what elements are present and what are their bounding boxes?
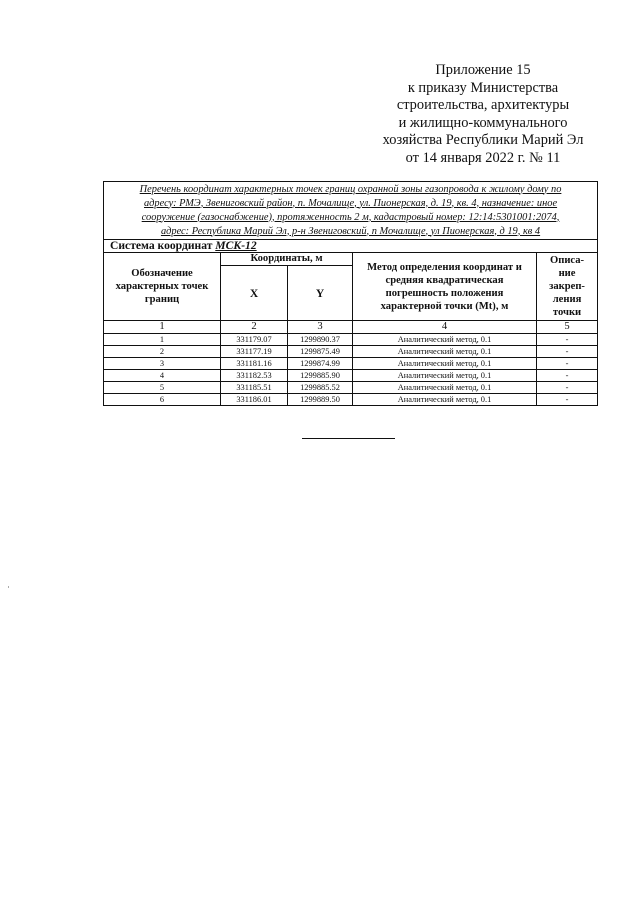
cell-x: 331179.07 bbox=[221, 334, 288, 346]
header-line-ministry: строительства, архитектуры bbox=[396, 97, 570, 114]
cell-x: 331185.51 bbox=[221, 382, 288, 394]
description-line-4: адрес: Республика Марий Эл, р-н Звениговский, п Мочалище, ул Пионерская, д 19, кв 4 bbox=[160, 225, 541, 237]
cell-method: Аналитический метод, 0.1 bbox=[353, 334, 537, 346]
cell-point: 4 bbox=[104, 370, 221, 382]
cell-fixing: - bbox=[537, 346, 598, 358]
cell-y: 1299890.37 bbox=[288, 334, 353, 346]
header-fixing-line-1: Описа- bbox=[549, 255, 585, 266]
cell-fixing: - bbox=[537, 358, 598, 370]
column-number-row bbox=[104, 321, 598, 334]
header-designation-line-1: Обозначение bbox=[131, 268, 193, 279]
cell-x: 331177.19 bbox=[221, 346, 288, 358]
cell-fixing: - bbox=[537, 394, 598, 406]
header-fixing-line-4: ления bbox=[552, 294, 582, 305]
coordinate-system-label: Система координат bbox=[110, 239, 213, 252]
cell-point: 2 bbox=[104, 346, 221, 358]
cell-y: 1299889.50 bbox=[288, 394, 353, 406]
header-fixing-line-5: точки bbox=[552, 307, 582, 318]
column-number: 5 bbox=[537, 321, 598, 334]
coordinates-table bbox=[103, 181, 598, 406]
header-fixing bbox=[537, 253, 598, 321]
table-row bbox=[104, 334, 598, 346]
cell-method: Аналитический метод, 0.1 bbox=[353, 346, 537, 358]
table-row bbox=[104, 394, 598, 406]
coordinate-system bbox=[104, 240, 598, 253]
cell-y: 1299885.52 bbox=[288, 382, 353, 394]
header-line-republic: хозяйства Республики Марий Эл bbox=[382, 132, 584, 149]
column-number: 2 bbox=[221, 321, 288, 334]
header-line-appendix: Приложение 15 bbox=[435, 62, 531, 78]
description-line-3: сооружение (газоснабжение), протяженность 2 м, кадастровый номер: 12:14:5301001:2074, bbox=[141, 211, 560, 223]
cell-y: 1299874.99 bbox=[288, 358, 353, 370]
header-coordinates: Координаты, м bbox=[221, 253, 353, 266]
column-number: 1 bbox=[104, 321, 221, 334]
column-number: 3 bbox=[288, 321, 353, 334]
cell-method: Аналитический метод, 0.1 bbox=[353, 394, 537, 406]
cell-x: 331181.16 bbox=[221, 358, 288, 370]
header-line-housing: и жилищно-коммунального bbox=[398, 114, 568, 131]
header-fixing-line-3: закреп- bbox=[549, 281, 585, 292]
appendix-header bbox=[352, 62, 614, 168]
scan-mark bbox=[8, 586, 9, 588]
header-designation-line-3: границ bbox=[144, 294, 180, 305]
header-fixing-line-2: ние bbox=[558, 268, 576, 279]
cell-fixing: - bbox=[537, 334, 598, 346]
header-line-date: от 14 января 2022 г. № 11 bbox=[405, 149, 561, 166]
coordinate-system-value: МСК-12 bbox=[215, 239, 257, 252]
cell-fixing: - bbox=[537, 382, 598, 394]
cell-point: 1 bbox=[104, 334, 221, 346]
cell-method: Аналитический метод, 0.1 bbox=[353, 358, 537, 370]
header-designation bbox=[104, 253, 221, 321]
header-x: X bbox=[221, 266, 288, 321]
description-line-1: Перечень координат характерных точек границ охранной зоны газопровода к жилому дому по bbox=[139, 183, 562, 195]
header-y: Y bbox=[288, 266, 353, 321]
cell-point: 6 bbox=[104, 394, 221, 406]
header-line-order: к приказу Министерства bbox=[407, 79, 559, 96]
header-method bbox=[353, 253, 537, 321]
cell-x: 331186.01 bbox=[221, 394, 288, 406]
column-number: 4 bbox=[353, 321, 537, 334]
table-row bbox=[104, 382, 598, 394]
table-row bbox=[104, 370, 598, 382]
cell-x: 331182.53 bbox=[221, 370, 288, 382]
table-description bbox=[104, 182, 598, 240]
cell-y: 1299885.90 bbox=[288, 370, 353, 382]
table-row bbox=[104, 358, 598, 370]
header-method-line-1: Метод определения координат и bbox=[367, 261, 522, 273]
cell-method: Аналитический метод, 0.1 bbox=[353, 382, 537, 394]
cell-y: 1299875.49 bbox=[288, 346, 353, 358]
header-method-line-3: погрешность положения bbox=[385, 287, 504, 299]
end-of-document-line bbox=[302, 438, 395, 439]
header-method-line-4: характерной точки (Mt), м bbox=[380, 300, 509, 312]
cell-fixing: - bbox=[537, 370, 598, 382]
description-line-2: адресу: РМЭ, Звениговский район, п. Мочалище, ул. Пионерская, д. 19, кв. 4, назначение: иное bbox=[143, 197, 558, 209]
header-method-line-2: средняя квадратическая bbox=[385, 274, 504, 286]
header-designation-line-2: характерных точек bbox=[115, 281, 209, 292]
cell-point: 3 bbox=[104, 358, 221, 370]
cell-method: Аналитический метод, 0.1 bbox=[353, 370, 537, 382]
table-row bbox=[104, 346, 598, 358]
cell-point: 5 bbox=[104, 382, 221, 394]
